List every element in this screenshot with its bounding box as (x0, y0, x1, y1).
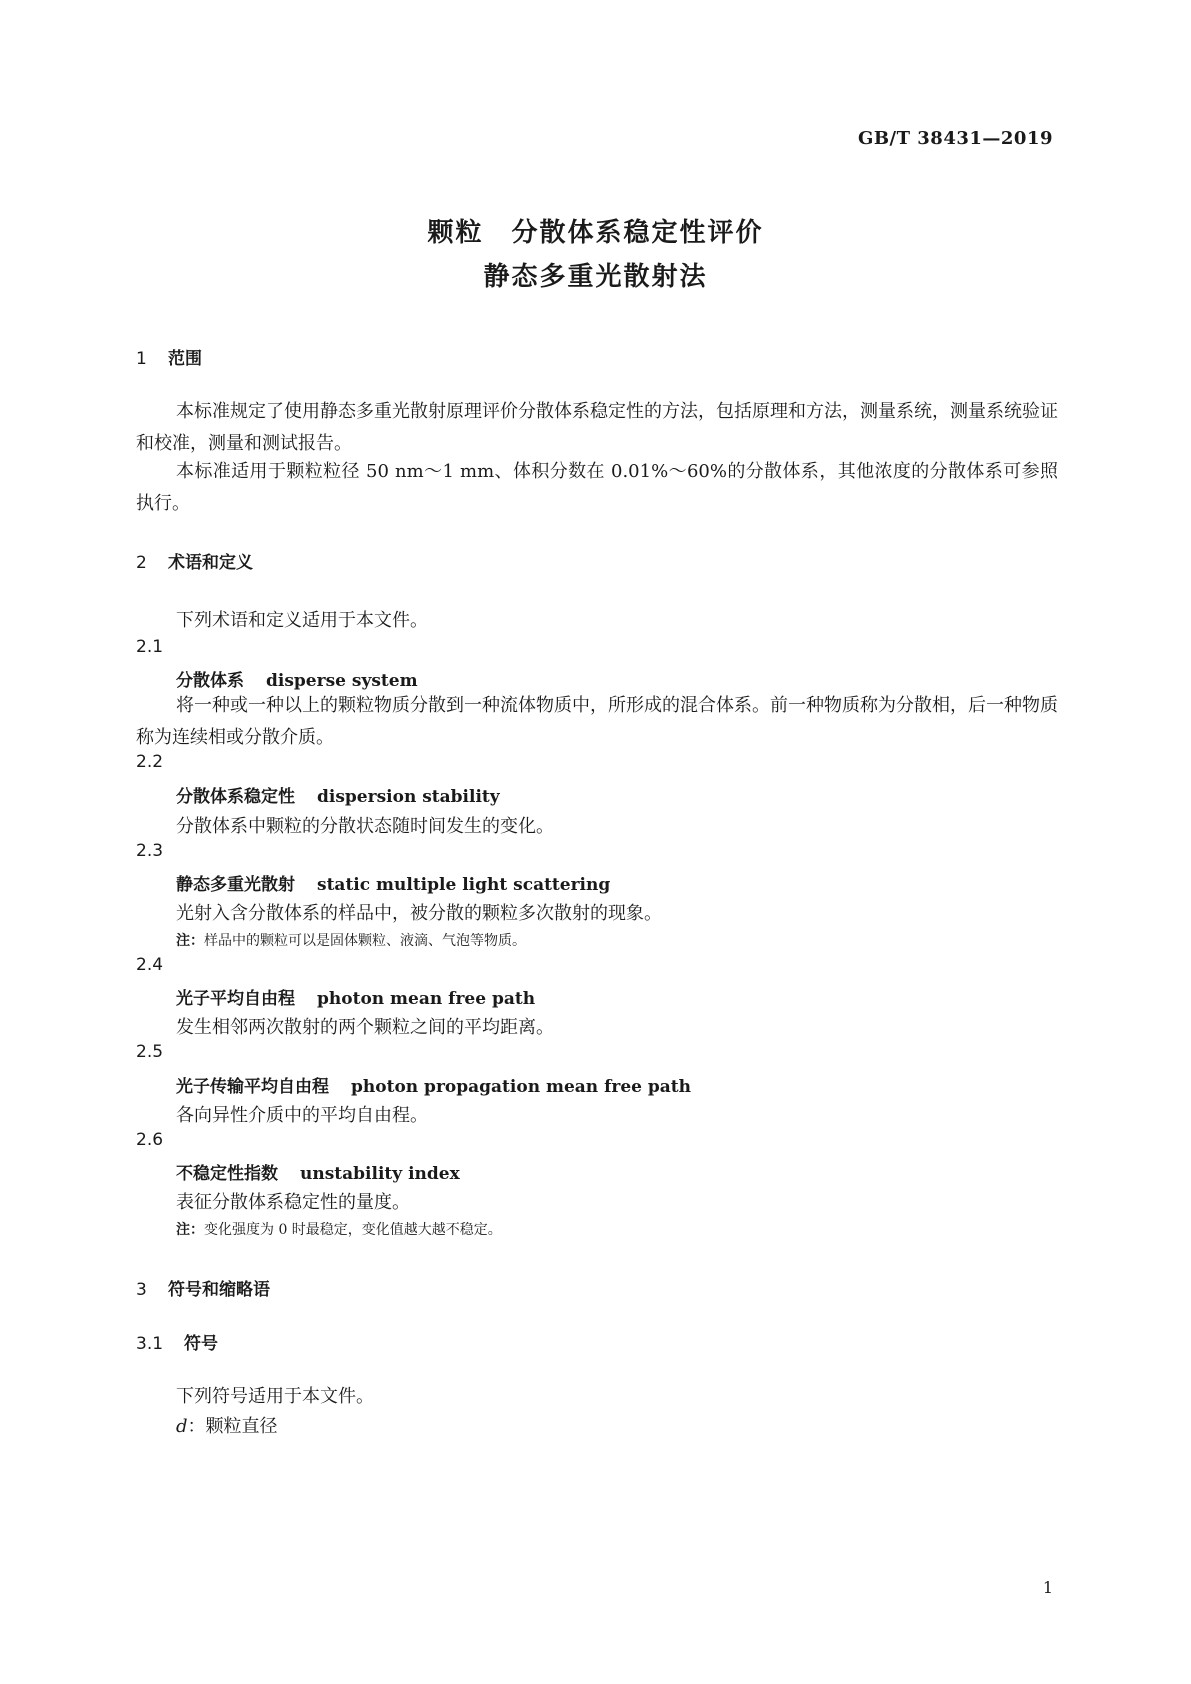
term-zh: 光子传输平均自由程 (176, 1077, 329, 1097)
term-note (176, 930, 526, 950)
note-label: 注： (176, 933, 204, 949)
section-number: 1 (136, 349, 147, 369)
term-heading (176, 666, 418, 691)
term-en: dispersion stability (317, 787, 500, 807)
section-title: 术语和定义 (168, 553, 253, 573)
section-3-1-intro: 下列符号适用于本文件。 (176, 1386, 374, 1407)
term-definition: 分散体系中颗粒的分散状态随时间发生的变化。 (176, 816, 554, 837)
term-en: unstability index (300, 1164, 460, 1184)
term-definition: 将一种或一种以上的颗粒物质分散到一种流体物质中，所形成的混合体系。前一种物质称为分散相，后一种物质称为连续相或分散介质。 (136, 695, 1058, 748)
term-definition: 发生相邻两次散射的两个颗粒之间的平均距离。 (176, 1017, 554, 1038)
term-zh: 静态多重光散射 (176, 875, 295, 895)
term-en: photon mean free path (317, 989, 536, 1009)
term-heading (176, 984, 535, 1009)
section-2-intro: 下列术语和定义适用于本文件。 (176, 610, 428, 631)
section-1-heading (136, 344, 202, 369)
term-number: 2.4 (136, 955, 164, 975)
note-text: 变化强度为 0 时最稳定，变化值越大越不稳定。 (204, 1222, 502, 1238)
term-number: 2.1 (136, 637, 164, 657)
section-3-1-heading (136, 1329, 218, 1354)
section-1-paragraph-1: 本标准规定了使用静态多重光散射原理评价分散体系稳定性的方法，包括原理和方法，测量系统，测量系统验证和校准，测量和测试报告。 (136, 401, 1058, 454)
symbol-entry (176, 1412, 278, 1438)
section-number: 3 (136, 1280, 147, 1300)
page-number: 1 (1042, 1578, 1053, 1597)
term-zh: 分散体系稳定性 (176, 787, 295, 807)
section-number: 3.1 (136, 1334, 164, 1354)
note-label: 注： (176, 1222, 204, 1238)
note-text: 样品中的颗粒可以是固体颗粒、液滴、气泡等物质。 (204, 933, 526, 949)
symbol-description: ：颗粒直径 (187, 1416, 278, 1437)
term-heading (176, 782, 500, 807)
term-number: 2.2 (136, 752, 164, 772)
standard-number: GB/T 38431—2019 (857, 128, 1053, 149)
term-zh: 分散体系 (176, 671, 244, 691)
term-definition: 各向异性介质中的平均自由程。 (176, 1105, 428, 1126)
term-en: static multiple light scattering (317, 875, 611, 895)
symbol: d (176, 1416, 188, 1437)
term-heading (176, 1072, 691, 1097)
term-number: 2.5 (136, 1042, 164, 1062)
section-2-heading (136, 548, 253, 573)
term-zh: 不稳定性指数 (176, 1164, 278, 1184)
section-title: 范围 (168, 349, 202, 369)
term-zh: 光子平均自由程 (176, 989, 295, 1009)
term-note (176, 1219, 502, 1239)
term-number: 2.3 (136, 841, 164, 861)
section-title: 符号 (184, 1334, 218, 1354)
term-number: 2.6 (136, 1130, 164, 1150)
section-title: 符号和缩略语 (168, 1280, 270, 1300)
section-3-heading (136, 1275, 270, 1300)
section-number: 2 (136, 553, 147, 573)
term-heading (176, 1159, 460, 1184)
term-definition: 光射入含分散体系的样品中，被分散的颗粒多次散射的现象。 (176, 903, 662, 924)
term-en: disperse system (266, 671, 418, 691)
document-title-line1: 颗粒 分散体系稳定性评价 (427, 218, 764, 248)
document-title-line2: 静态多重光散射法 (483, 262, 708, 292)
term-heading (176, 870, 610, 895)
term-definition: 表征分散体系稳定性的量度。 (176, 1192, 410, 1213)
term-en: photon propagation mean free path (351, 1077, 691, 1097)
section-1-paragraph-2: 本标准适用于颗粒粒径 50 nm～1 mm、体积分数在 0.01%～60%的分散体系，其他浓度的分散体系可参照执行。 (136, 461, 1058, 514)
